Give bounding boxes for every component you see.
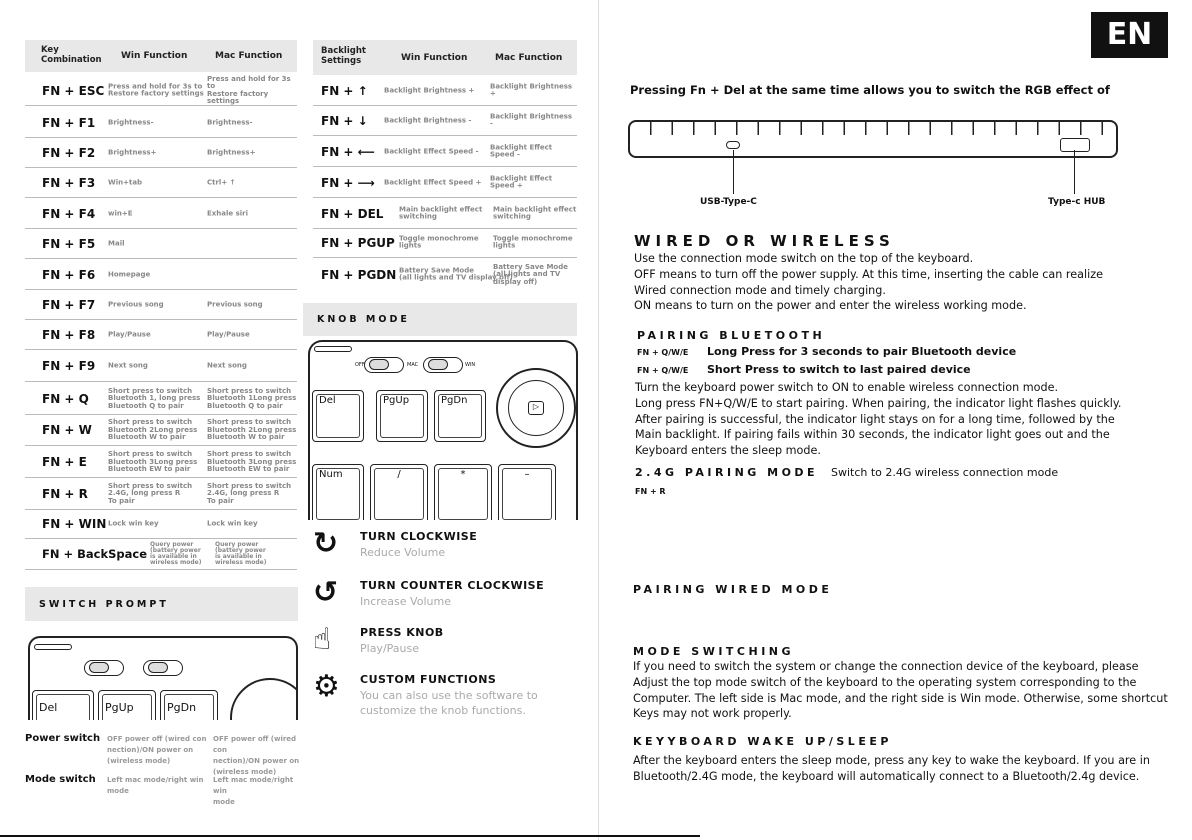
key-combination: FN + F1 (42, 115, 96, 130)
bt-text: Turn the keyboard power switch to ON to enable wireless connection mode. Long press FN+Q/W/E to start pairing. When pairing, the indicator light flashes quickly. After pairing is successful, the indicator light stays on for a long time, followed by the Main backlight. If pairing fails within 30 seconds, the indicator light goes out and the Keyboard enters the sleep mode. (635, 381, 1122, 458)
win-function: Battery Save Mode (all lights and TV display off) (399, 266, 513, 282)
fn-table-row (25, 138, 297, 168)
key-combination: FN + F5 (42, 236, 96, 251)
knob-item-desc: Reduce Volume (360, 546, 446, 559)
intro-text: Pressing Fn + Del at the same time allows you to switch the RGB effect of (630, 83, 1110, 97)
fn-table-row (25, 383, 297, 415)
backlight-table-row (313, 259, 577, 290)
knob-item (313, 622, 573, 672)
pairing-wired-mode-title: PAIRING WIRED MODE (633, 583, 833, 596)
key-minus: – (498, 464, 556, 520)
win-function: Next song (108, 361, 148, 370)
knob-item-desc: You can also use the software to customize the knob functions. (360, 689, 538, 717)
keyboard-side-illustration (628, 120, 1118, 158)
win-function: Mail (108, 238, 125, 247)
backlight-table-header (313, 40, 577, 75)
switch-prompt-header: SWITCH PROMPT (25, 587, 298, 621)
key-combination: FN + BackSpace (42, 547, 148, 561)
switch-prompt-row (25, 774, 305, 814)
win-function: win+E (108, 208, 133, 217)
win-function: Backlight Brightness + (384, 85, 475, 94)
key-num: Num (312, 464, 364, 520)
fn-table-row (25, 320, 297, 350)
language-badge: EN (1091, 12, 1168, 58)
key-combination: FN + ↑ (321, 83, 368, 98)
header-backlight: Backlight Settings (321, 46, 366, 66)
mac-function: Brightness- (207, 117, 253, 126)
key-combination: FN + F7 (42, 298, 96, 312)
knob-mode-header: KNOB MODE (303, 303, 577, 336)
knob: ▷ (496, 368, 576, 448)
key-combination: FN + F2 (42, 145, 96, 160)
win-function: Main backlight effect switching (399, 205, 483, 221)
fn-table-row (25, 108, 297, 138)
knob-item (313, 669, 573, 719)
keyboard-knob-illustration (308, 340, 578, 520)
key-combination: FN + ⟶ (321, 175, 375, 190)
mode-text: If you need to switch the system or change the connection device of the keyboard, please Adjust the top mode switch of the keyboard to the operating system corresponding to the Computer. The left side is Mac mode, and the right side is Win mode. Otherwise, some shortcut Keys may not work properly. (633, 660, 1168, 721)
mac-function: Press and hold for 3s to Restore factory settings (207, 74, 291, 105)
mac-function: Battery Save Mode (all lights and TV display off) (493, 262, 568, 286)
switch-prompt-row (25, 733, 305, 776)
win-function: Lock win key (108, 519, 159, 528)
win-function: Previous song (108, 300, 164, 309)
backlight-table-row (313, 199, 577, 229)
win-function: Play/Pause (108, 329, 151, 338)
wake-sleep-title: KEYYBOARD WAKE UP/SLEEP (633, 735, 892, 748)
key-combination: FN + Q (42, 391, 89, 406)
key-pgdn: PgDn (434, 390, 486, 442)
key-combination: FN + DEL (321, 206, 384, 221)
fn-table-row (25, 539, 297, 570)
knob-item-title: CUSTOM FUNCTIONS (360, 673, 497, 686)
key-pgup: PgUp (376, 390, 428, 442)
mac-description: OFF power off (wired con nection)/ON power on (wireless mode) (213, 735, 300, 776)
key-combination: FN + F9 (42, 359, 96, 373)
win-function: Short press to switch Bluetooth 2Long press Bluetooth W to pair (108, 417, 198, 441)
key-combination: FN + F3 (42, 175, 96, 190)
mac-description: Left mac mode/right win mode (213, 776, 294, 806)
bt-line-1: Long Press for 3 seconds to pair Bluetooth device (707, 345, 1017, 358)
mac-function: Exhale siri (207, 208, 249, 217)
keyboard-switch-illustration (28, 636, 298, 720)
key-asterisk: * (434, 464, 492, 520)
usb-c-port (726, 141, 740, 149)
win-function: Homepage (108, 269, 151, 278)
win-function: Short press to switch Bluetooth 3Long press Bluetooth EW to pair (108, 449, 198, 473)
header-win: Win Function (401, 53, 468, 63)
mode-switching-title: MODE SWITCHING (633, 645, 795, 658)
power-switch (364, 357, 404, 373)
mac-function: Backlight Effect Speed - (490, 143, 553, 159)
win-function: Toggle monochrome lights (399, 234, 479, 250)
mac-function: Short press to switch Bluetooth 3Long press Bluetooth EW to pair (207, 449, 297, 473)
header-key: Key Combination (41, 45, 102, 65)
mac-function: Backlight Brightness - (490, 112, 573, 128)
rotate-clockwise-icon: ↻ (313, 526, 339, 561)
fn-table-row (25, 229, 297, 259)
win-function: Backlight Effect Speed + (384, 177, 482, 186)
key-combination: FN + F4 (42, 206, 96, 221)
knob-item (313, 575, 573, 625)
fn-table-row (25, 478, 297, 510)
fn-table-row (25, 447, 297, 478)
pairing-bluetooth-title: PAIRING BLUETOOTH (637, 329, 826, 342)
knob-item-title: TURN COUNTER CLOCKWISE (360, 579, 545, 592)
mode-switch (423, 357, 463, 373)
page-divider (598, 0, 599, 840)
knob-item (313, 526, 573, 576)
hub-port (1060, 138, 1090, 152)
win-description: Left mac mode/right win mode (107, 776, 204, 795)
header-win: Win Function (121, 51, 188, 61)
g24-text: Switch to 2.4G wireless connection mode (831, 466, 1059, 479)
mac-function: Toggle monochrome lights (493, 234, 573, 250)
key-combination: FN + ⟵ (321, 144, 375, 159)
fn-table-row (25, 199, 297, 229)
win-function: Press and hold for 3s to Restore factory settings (108, 82, 204, 98)
key-pgdn: PgDn (160, 690, 218, 720)
mac-function: Brightness+ (207, 147, 256, 156)
backlight-table-row (313, 106, 577, 136)
usb-type-c-label: USB-Type-C (700, 197, 757, 207)
bt-key-2: FN + Q/W/E (637, 366, 689, 375)
bottom-rule (0, 835, 700, 837)
mac-label: MAC (407, 362, 419, 368)
mac-function: Ctrl+ ↑ (207, 177, 236, 186)
rotate-counterclockwise-icon: ↺ (313, 575, 339, 610)
wake-text: After the keyboard enters the sleep mode, press any key to wake the keyboard. If you are in Bluetooth/2.4G mode, the keyboard will automatically connect to a Bluetooth/2.4g device. (633, 754, 1150, 783)
header-mac: Mac Function (215, 51, 283, 61)
win-function: Backlight Effect Speed - (384, 146, 479, 155)
mac-function: Query power (battery power is available in wireless mode) (215, 541, 267, 566)
gear-icon: ⚙ (313, 669, 340, 704)
g24-key: FN + R (635, 487, 666, 496)
fn-table-row (25, 510, 297, 539)
fn-table-row (25, 260, 297, 290)
win-function: Brightness+ (108, 147, 157, 156)
wired-or-wireless-title: WIRED OR WIRELESS (634, 232, 895, 250)
key-combination: FN + F8 (42, 327, 96, 342)
knob-item-desc: Increase Volume (360, 595, 451, 608)
key-del: Del (312, 390, 364, 442)
win-description: OFF power off (wired con nection)/ON power on (wireless mode) (107, 735, 207, 765)
fn-table-row (25, 168, 297, 198)
mac-function: Backlight Effect Speed + (490, 174, 553, 190)
mac-function: Main backlight effect switching (493, 205, 577, 221)
fn-table-row (25, 415, 297, 446)
wired-text: Use the connection mode switch on the top of the keyboard. OFF means to turn off the power supply. At this time, inserting the cable can realize Wired connection mode and timely charging. ON means to turn on the power and enter the wireless working mode. (634, 252, 1103, 313)
win-function: Short press to switch 2.4G, long press R To pair (108, 481, 193, 505)
mac-function: Short press to switch 2.4G, long press R To pair (207, 481, 292, 505)
mac-function: Lock win key (207, 519, 258, 528)
key-combination: FN + E (42, 455, 87, 469)
win-function: Short press to switch Bluetooth 1, long press Bluetooth Q to pair (108, 386, 201, 410)
key-combination: FN + F6 (42, 267, 96, 282)
mac-function: Short press to switch Bluetooth 2Long press Bluetooth W to pair (207, 417, 297, 441)
win-label: WIN (465, 362, 476, 368)
win-function: Query power (battery power is available in wireless mode) (150, 541, 202, 566)
mac-function: Backlight Brightness + (490, 82, 573, 98)
win-function: Win+tab (108, 177, 143, 186)
backlight-table-row (313, 168, 577, 198)
key-combination: FN + PGDN (321, 267, 397, 282)
switch-name: Mode switch (25, 774, 96, 785)
hand-press-icon: ☝ (313, 622, 332, 657)
knob-item-title: TURN CLOCKWISE (360, 530, 478, 543)
key-pgup: PgUp (98, 690, 156, 720)
key-combination: FN + ESC (42, 83, 105, 98)
backlight-table-row (313, 76, 577, 106)
key-combination: FN + ↓ (321, 113, 368, 128)
key-combination: FN + WIN (42, 517, 107, 531)
backlight-table-row (313, 137, 577, 167)
win-function: Backlight Brightness - (384, 115, 472, 124)
bt-key-1: FN + Q/W/E (637, 348, 689, 357)
type-c-hub-label: Type-c HUB (1048, 197, 1106, 207)
win-function: Brightness- (108, 117, 154, 126)
g24-title: 2.4G PAIRING MODE (635, 466, 819, 479)
backlight-table-row (313, 228, 577, 258)
header-mac: Mac Function (495, 53, 563, 63)
key-combination: FN + PGUP (321, 235, 395, 250)
key-combination: FN + W (42, 423, 92, 437)
fn-table-row (25, 76, 297, 106)
fn-table-row (25, 291, 297, 320)
fn-table-header (25, 40, 297, 72)
knob-item-title: PRESS KNOB (360, 626, 444, 639)
knob-item-desc: Play/Pause (360, 642, 419, 655)
mac-function: Play/Pause (207, 329, 250, 338)
switch-name: Power switch (25, 733, 101, 744)
mac-function: Previous song (207, 300, 263, 309)
fn-table-row (25, 351, 297, 382)
off-label: OFF (355, 362, 365, 368)
mac-function: Next song (207, 361, 247, 370)
key-del: Del (32, 690, 94, 720)
key-combination: FN + R (42, 486, 88, 501)
bt-line-2: Short Press to switch to last paired device (707, 363, 971, 376)
key-slash: / (370, 464, 428, 520)
mac-function: Short press to switch Bluetooth 1Long press Bluetooth Q to pair (207, 386, 297, 410)
